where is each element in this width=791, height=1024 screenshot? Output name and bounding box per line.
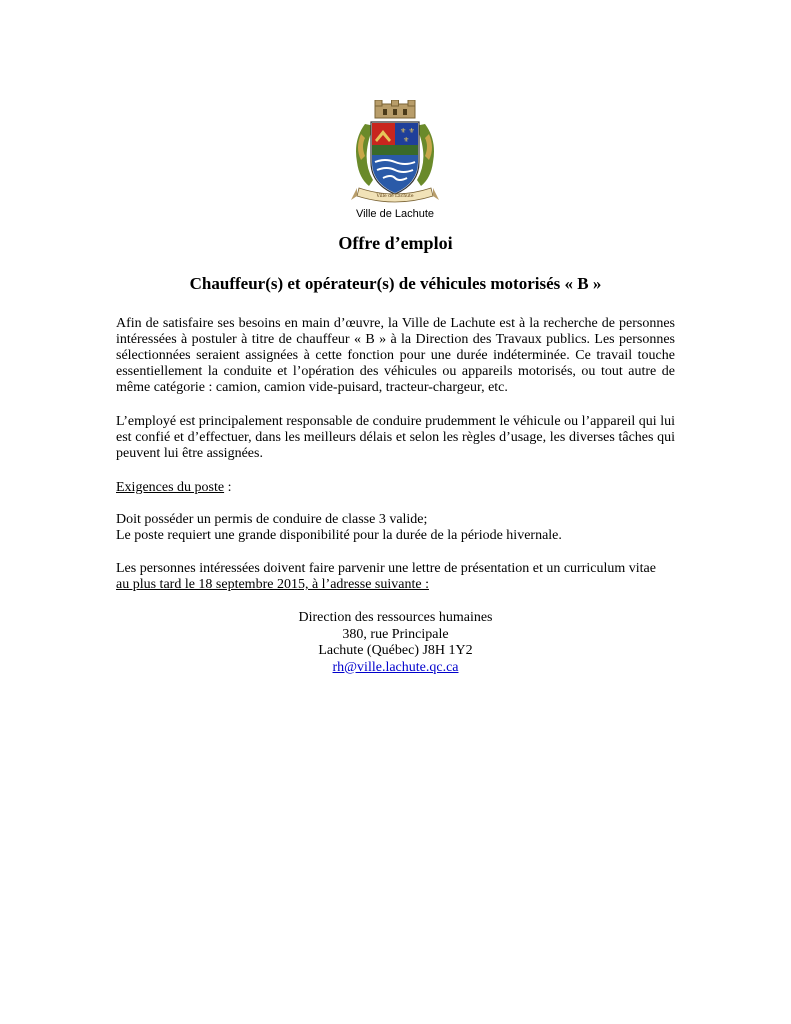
requirements-list [116,512,675,544]
application-text: Les personnes intéressées doivent faire parvenir une lettre de présentation et un curriculum vitae [116,561,656,576]
logo-caption: Ville de Lachute [355,208,435,220]
svg-text:⚜ ⚜: ⚜ ⚜ [400,127,415,135]
requirements-heading: Exigences du poste [116,480,225,495]
application-deadline: au plus tard le 18 septembre 2015, à l’adresse suivante : [116,577,429,592]
mural-crown-icon [375,100,415,118]
address-department: Direction des ressources humaines [298,610,493,625]
ville-de-lachute-coat-of-arms [345,100,445,224]
intro-paragraph: Afin de satisfaire ses besoins en main d’œuvre, la Ville de Lachute est à la recherche de personnes intéressées à postuler à titre de chauffeur « B » à la Direction des Travaux publics. Les personnes sélectionnées seraient assignées à cette fonction pour une durée indéterminée. Ce travail touche essentiellement la conduite et l’opération des véhicules ou appareils motorisés, ou tout autre de même catégorie : camion, camion vide-puisard, tracteur-chargeur, etc. [116,316,675,395]
requirements-heading-suffix: : [224,480,232,495]
svg-text:⚜: ⚜ [403,136,410,144]
requirement-item: Le poste requiert une grande disponibilité pour la durée de la période hivernale. [116,528,562,543]
position-title: Chauffeur(s) et opérateur(s) de véhicules motorisés « B » [189,274,602,293]
application-paragraph [116,561,675,593]
email-link[interactable]: rh@ville.lachute.qc.ca [332,659,459,675]
requirements-heading-line [116,480,675,496]
shield-icon [371,122,419,194]
ribbon-motto-text: Ville de Lachute [376,194,414,199]
offer-title: Offre d’emploi [338,233,453,253]
address-city: Lachute (Québec) J8H 1Y2 [318,643,473,658]
responsibilities-paragraph: L’employé est principalement responsable de conduire prudemment le véhicule ou l’appareil qui lui est confié et d’effectuer, dans les meilleurs délais et selon les règles d’usage, les diverses tâches qui peuvent lui être assignées. [116,414,675,461]
address-street: 380, rue Principale [342,626,449,642]
requirement-item: Doit posséder un permis de conduire de classe 3 valide; [116,512,428,527]
mailing-address [0,610,791,676]
